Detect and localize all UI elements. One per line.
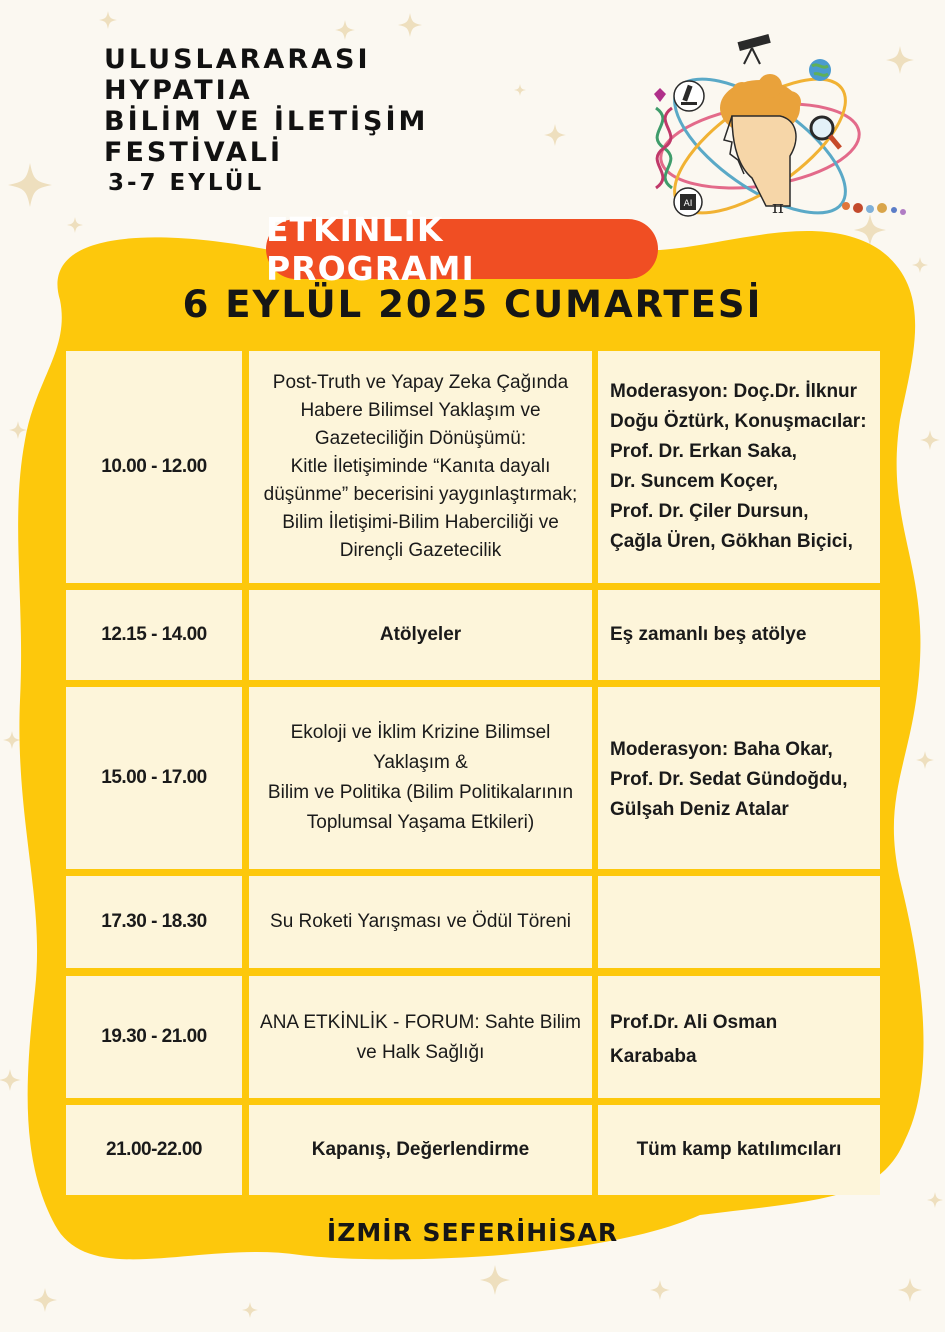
row-6-title xyxy=(249,1105,592,1195)
microscope-icon xyxy=(674,81,704,111)
row-5-title xyxy=(249,976,592,1098)
row-1-time: 10.00 - 12.00 xyxy=(66,351,242,583)
row-2-speakers-text: Eş zamanlı beş atölye xyxy=(610,624,807,645)
row-2-speakers xyxy=(598,590,880,680)
row-5-speakers xyxy=(598,976,880,1098)
festival-title-line-1: ULUSLARARASI xyxy=(104,44,371,75)
festival-title-line-4: FESTİVALİ xyxy=(104,137,284,168)
globe-icon xyxy=(809,59,831,81)
row-5-speakers-text: Prof.Dr. Ali Osman Karababa xyxy=(610,1012,778,1067)
row-2-title xyxy=(249,590,592,680)
gem-icon xyxy=(654,88,666,102)
row-5-title-text: ANA ETKİNLİK - FORUM: Sahte Bilim ve Halk Sağlığı xyxy=(260,1012,581,1063)
row-3-time: 15.00 - 17.00 xyxy=(66,687,242,869)
row-1-title xyxy=(249,351,592,583)
row-1-speakers xyxy=(598,351,880,583)
row-6-speakers-text: Tüm kamp katılımcıları xyxy=(636,1139,842,1160)
row-1-title-text: Post-Truth ve Yapay Zeka Çağında Habere Bilimsel Yaklaşım ve Gazeteciliğin Dönüşümü: Kitle İletişiminde “Kanıta dayalı düşünme” becerisini yaygınlaştırmak; Bilim İletişimi-Bilim Haberciliği ve Dirençli Gazetecilik xyxy=(263,372,578,561)
hypatia-logo xyxy=(640,28,910,250)
row-3-speakers xyxy=(598,687,880,869)
planets-icon xyxy=(842,202,906,215)
telescope-icon xyxy=(738,34,771,64)
row-5-time: 19.30 - 21.00 xyxy=(66,976,242,1098)
hypatia-portrait xyxy=(720,74,801,206)
row-4-time: 17.30 - 18.30 xyxy=(66,876,242,968)
row-2-time: 12.15 - 14.00 xyxy=(66,590,242,680)
row-6-title-text: Kapanış, Değerlendirme xyxy=(311,1139,530,1160)
row-3-title-text: Ekoloji ve İklim Krizine Bilimsel Yaklaşım & Bilim ve Politika (Bilim Politikalarının Toplumsal Yaşama Etkileri) xyxy=(267,722,574,833)
row-4-title xyxy=(249,876,592,968)
pi-icon: π xyxy=(772,197,784,218)
date-heading: 6 EYLÜL 2025 CUMARTESİ xyxy=(182,283,763,326)
event-location: İZMİR SEFERİHİSAR xyxy=(326,1218,619,1247)
row-3-title xyxy=(249,687,592,869)
festival-title-line-3: BİLİM VE İLETİŞİM xyxy=(104,106,429,137)
row-2-title-text: Atölyeler xyxy=(379,624,462,645)
ai-chip-label: AI xyxy=(683,199,693,209)
festival-title xyxy=(104,44,464,196)
dna-icon xyxy=(656,108,672,188)
festival-dates: 3-7 EYLÜL xyxy=(108,170,265,196)
row-6-time: 21.00-22.00 xyxy=(66,1105,242,1195)
row-3-speakers-text: Moderasyon: Baha Okar, Prof. Dr. Sedat Gündoğdu, Gülşah Deniz Atalar xyxy=(610,739,848,820)
row-6-speakers xyxy=(598,1105,880,1195)
row-4-speakers xyxy=(598,876,880,968)
row-1-speakers-text: Moderasyon: Doç.Dr. İlknur Doğu Öztürk, Konuşmacılar: Prof. Dr. Erkan Saka, Dr. Suncem Koçer, Prof. Dr. Çiler Dursun, Çağla Üren, Gökhan Biçici, xyxy=(610,381,867,552)
ai-chip-icon xyxy=(674,188,702,216)
row-4-title-text: Su Roketi Yarışması ve Ödül Töreni xyxy=(270,911,571,932)
festival-title-line-2: HYPATIA xyxy=(104,75,253,106)
program-badge: ETKİNLİK PROGRAMI xyxy=(266,219,658,279)
